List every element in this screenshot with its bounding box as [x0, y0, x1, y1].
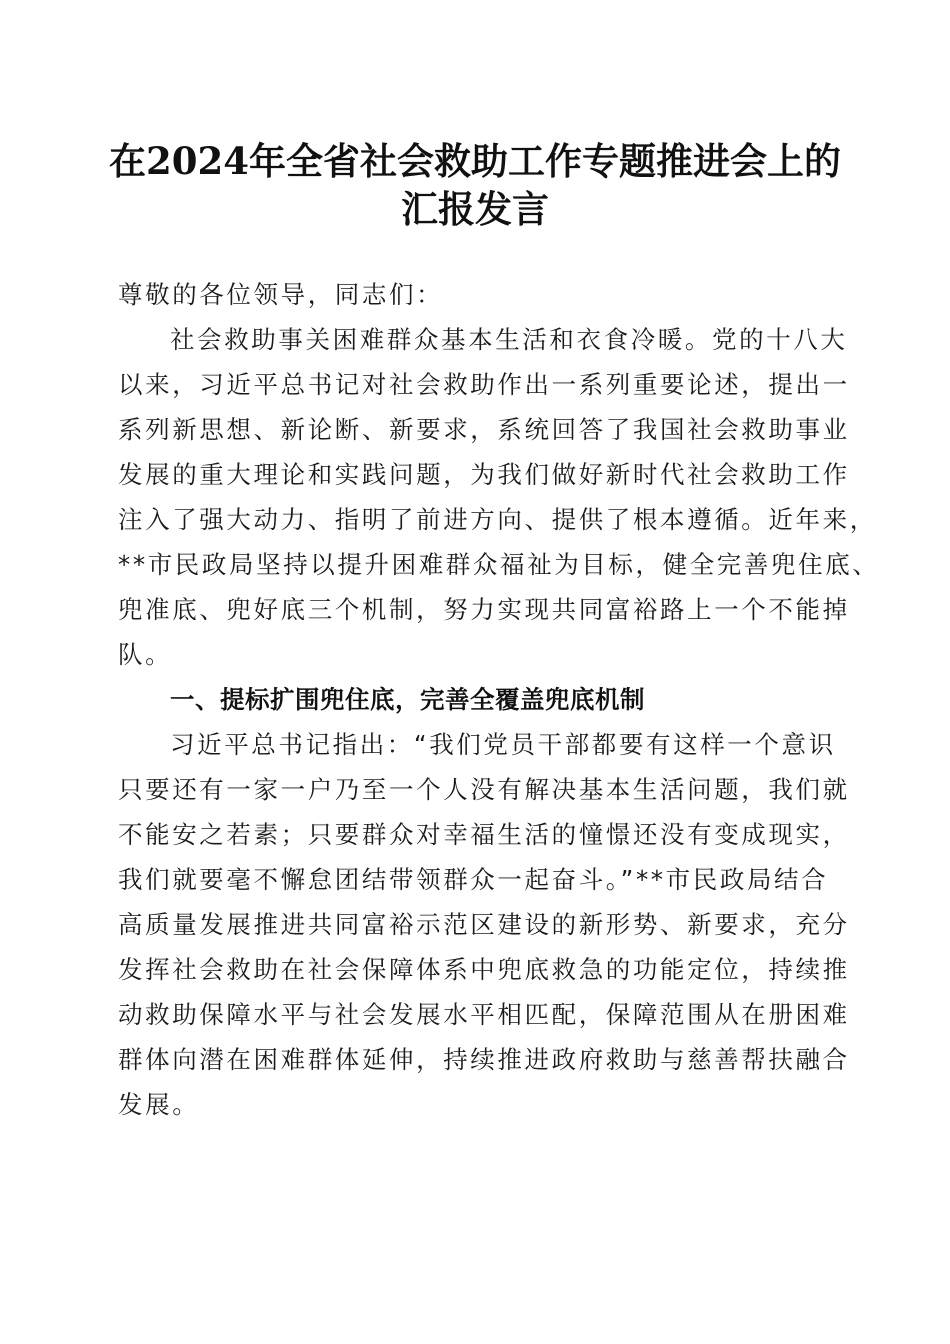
paragraph-1-line: 社会救助事关困难群众基本生活和衣食冷暖。党的十八大	[170, 325, 848, 354]
paragraph-2-line: 高质量发展推进共同富裕示范区建设的新形势、新要求，充分	[118, 910, 850, 939]
paragraph-1-line: **市民政局坚持以提升困难群众福祉为目标，健全完善兜住底、	[118, 550, 880, 579]
document-title-line-2: 汇报发言	[401, 187, 549, 231]
section-1-heading: 一、提标扩围兜住底，完善全覆盖兜底机制	[170, 685, 645, 714]
paragraph-2-line: 发挥社会救助在社会保障体系中兜底救急的功能定位，持续推	[118, 955, 850, 984]
paragraph-1-line: 队。	[118, 640, 173, 669]
paragraph-2-line: 群体向潜在困难群体延伸，持续推进政府救助与慈善帮扶融合	[118, 1045, 850, 1074]
paragraph-2-line: 动救助保障水平与社会发展水平相匹配，保障范围从在册困难	[118, 1000, 850, 1029]
paragraph-2-line: 只要还有一家一户乃至一个人没有解决基本生活问题，我们就	[118, 775, 850, 804]
paragraph-2-line: 习近平总书记指出：“我们党员干部都要有这样一个意识	[170, 730, 836, 759]
salutation: 尊敬的各位领导，同志们：	[118, 280, 444, 309]
paragraph-1-line: 系列新思想、新论断、新要求，系统回答了我国社会救助事业	[118, 415, 850, 444]
paragraph-1-line: 以来，习近平总书记对社会救助作出一系列重要论述，提出一	[118, 370, 850, 399]
document-title-line-1: 在2024年全省社会救助工作专题推进会上的	[109, 139, 841, 183]
paragraph-1-line: 发展的重大理论和实践问题，为我们做好新时代社会救助工作	[118, 460, 850, 489]
paragraph-2-line: 我们就要毫不懈怠团结带领群众一起奋斗。”**市民政局结合	[118, 865, 829, 894]
paragraph-1-line: 兜准底、兜好底三个机制，努力实现共同富裕路上一个不能掉	[118, 595, 850, 624]
paragraph-2-line: 发展。	[118, 1090, 200, 1119]
document-body	[118, 272, 880, 1127]
paragraph-2-line: 不能安之若素；只要群众对幸福生活的憧憬还没有变成现实，	[118, 820, 850, 849]
paragraph-1-line: 注入了强大动力、指明了前进方向、提供了根本遵循。近年来，	[118, 505, 877, 534]
